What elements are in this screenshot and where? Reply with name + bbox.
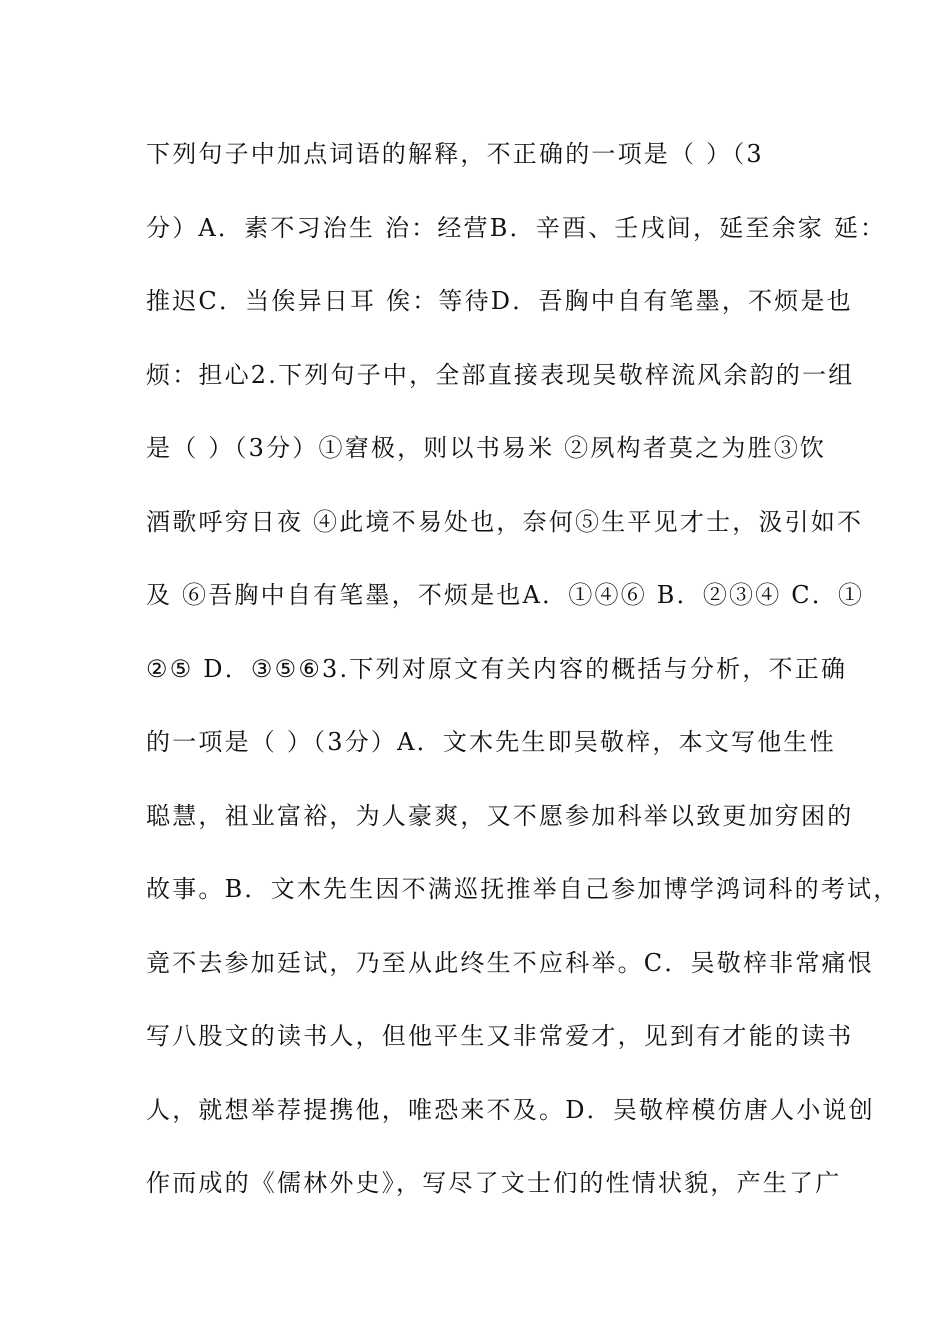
text-line: 酒歌呼穷日夜 ④此境不易处也，奈何⑤生平见才士，汲引如不 <box>146 507 864 536</box>
text-line: 及 ⑥吾胸中自有笔墨，不烦是也A．①④⑥ B．②③④ C．① <box>146 581 865 609</box>
text-line: 是（ ）（3分）①窘极，则以书易米 ②夙构者莫之为胜③饮 <box>146 434 827 462</box>
document-text <box>146 132 900 1235</box>
text-line: 下列句子中加点词语的解释，不正确的一项是（ ）（3 <box>146 140 764 168</box>
text-line: 故事。B．文木先生因不满巡抚推举自己参加博学鸿词科的考试， <box>146 875 900 903</box>
text-line: 竟不去参加廷试，乃至从此终生不应科举。C．吴敬梓非常痛恨 <box>146 948 874 977</box>
text-line: 的一项是（ ）（3分）A．文木先生即吴敬梓，本文写他生性 <box>146 728 836 756</box>
text-line: 写八股文的读书人，但他平生又非常爱才，见到有才能的读书 <box>146 1022 854 1050</box>
text-line: ②⑤ D．③⑤⑥3.下列对原文有关内容的概括与分析，不正确 <box>146 654 848 683</box>
text-line: 人，就想举荐提携他，唯恐来不及。D．吴敬梓模仿唐人小说创 <box>146 1095 875 1124</box>
text-line: 聪慧，祖业富裕，为人豪爽，又不愿参加科举以致更加穷困的 <box>146 801 854 830</box>
text-line: 烦：担心2.下列句子中，全部直接表现吴敬梓流风余韵的一组 <box>146 360 855 389</box>
text-line: 作而成的《儒林外史》，写尽了文士们的性情状貌，产生了广 <box>146 1169 842 1197</box>
text-line: 分）A．素不习治生 治：经营B．辛酉、壬戌间，延至余家 延： <box>146 213 887 242</box>
text-line: 推迟C．当俟异日耳 俟：等待D．吾胸中自有笔墨，不烦是也 <box>146 287 853 315</box>
